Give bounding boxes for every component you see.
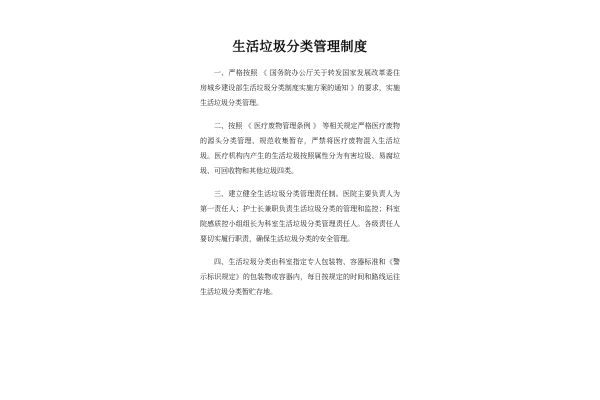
paragraph-1: 一、严格按照 《 国务院办公厅关于转发国家发展改革委住房城乡建设部生活垃圾分类制度实施方案的通知 》的要求，实施生活垃圾分类管理。 [200,69,400,107]
paragraph-3: 三、建立健全生活垃圾分类管理责任制。医院主要负责人为第一责任人；护士长兼职负责生活垃圾分类的管理和监控；科室院感质控小组组长为科室生活垃圾分类管理责任人。各级责任人要切实履行职责，确保生活垃圾分类的安全管理。 [200,190,400,243]
paragraph-4: 四、生活垃圾分类由科室指定专人包装物、容器标准和《警示标识规定》的包装物或容器内，每日按规定的时间和路线运往生活垃圾分类暂贮存地。 [200,258,400,296]
paragraph-2: 二、按照 《 医疗废物管理条例 》 等相关规定严格医疗废物的源头分类管理、规范收集暂存，严禁将医疗废物混入生活垃圾。医疗机构内产生的生活垃圾按照属性分为有害垃圾、易腐垃圾、可回收物和其他垃圾四类。 [200,122,400,175]
document-title: 生活垃圾分类管理制度 [232,40,368,55]
document-body [200,66,400,308]
